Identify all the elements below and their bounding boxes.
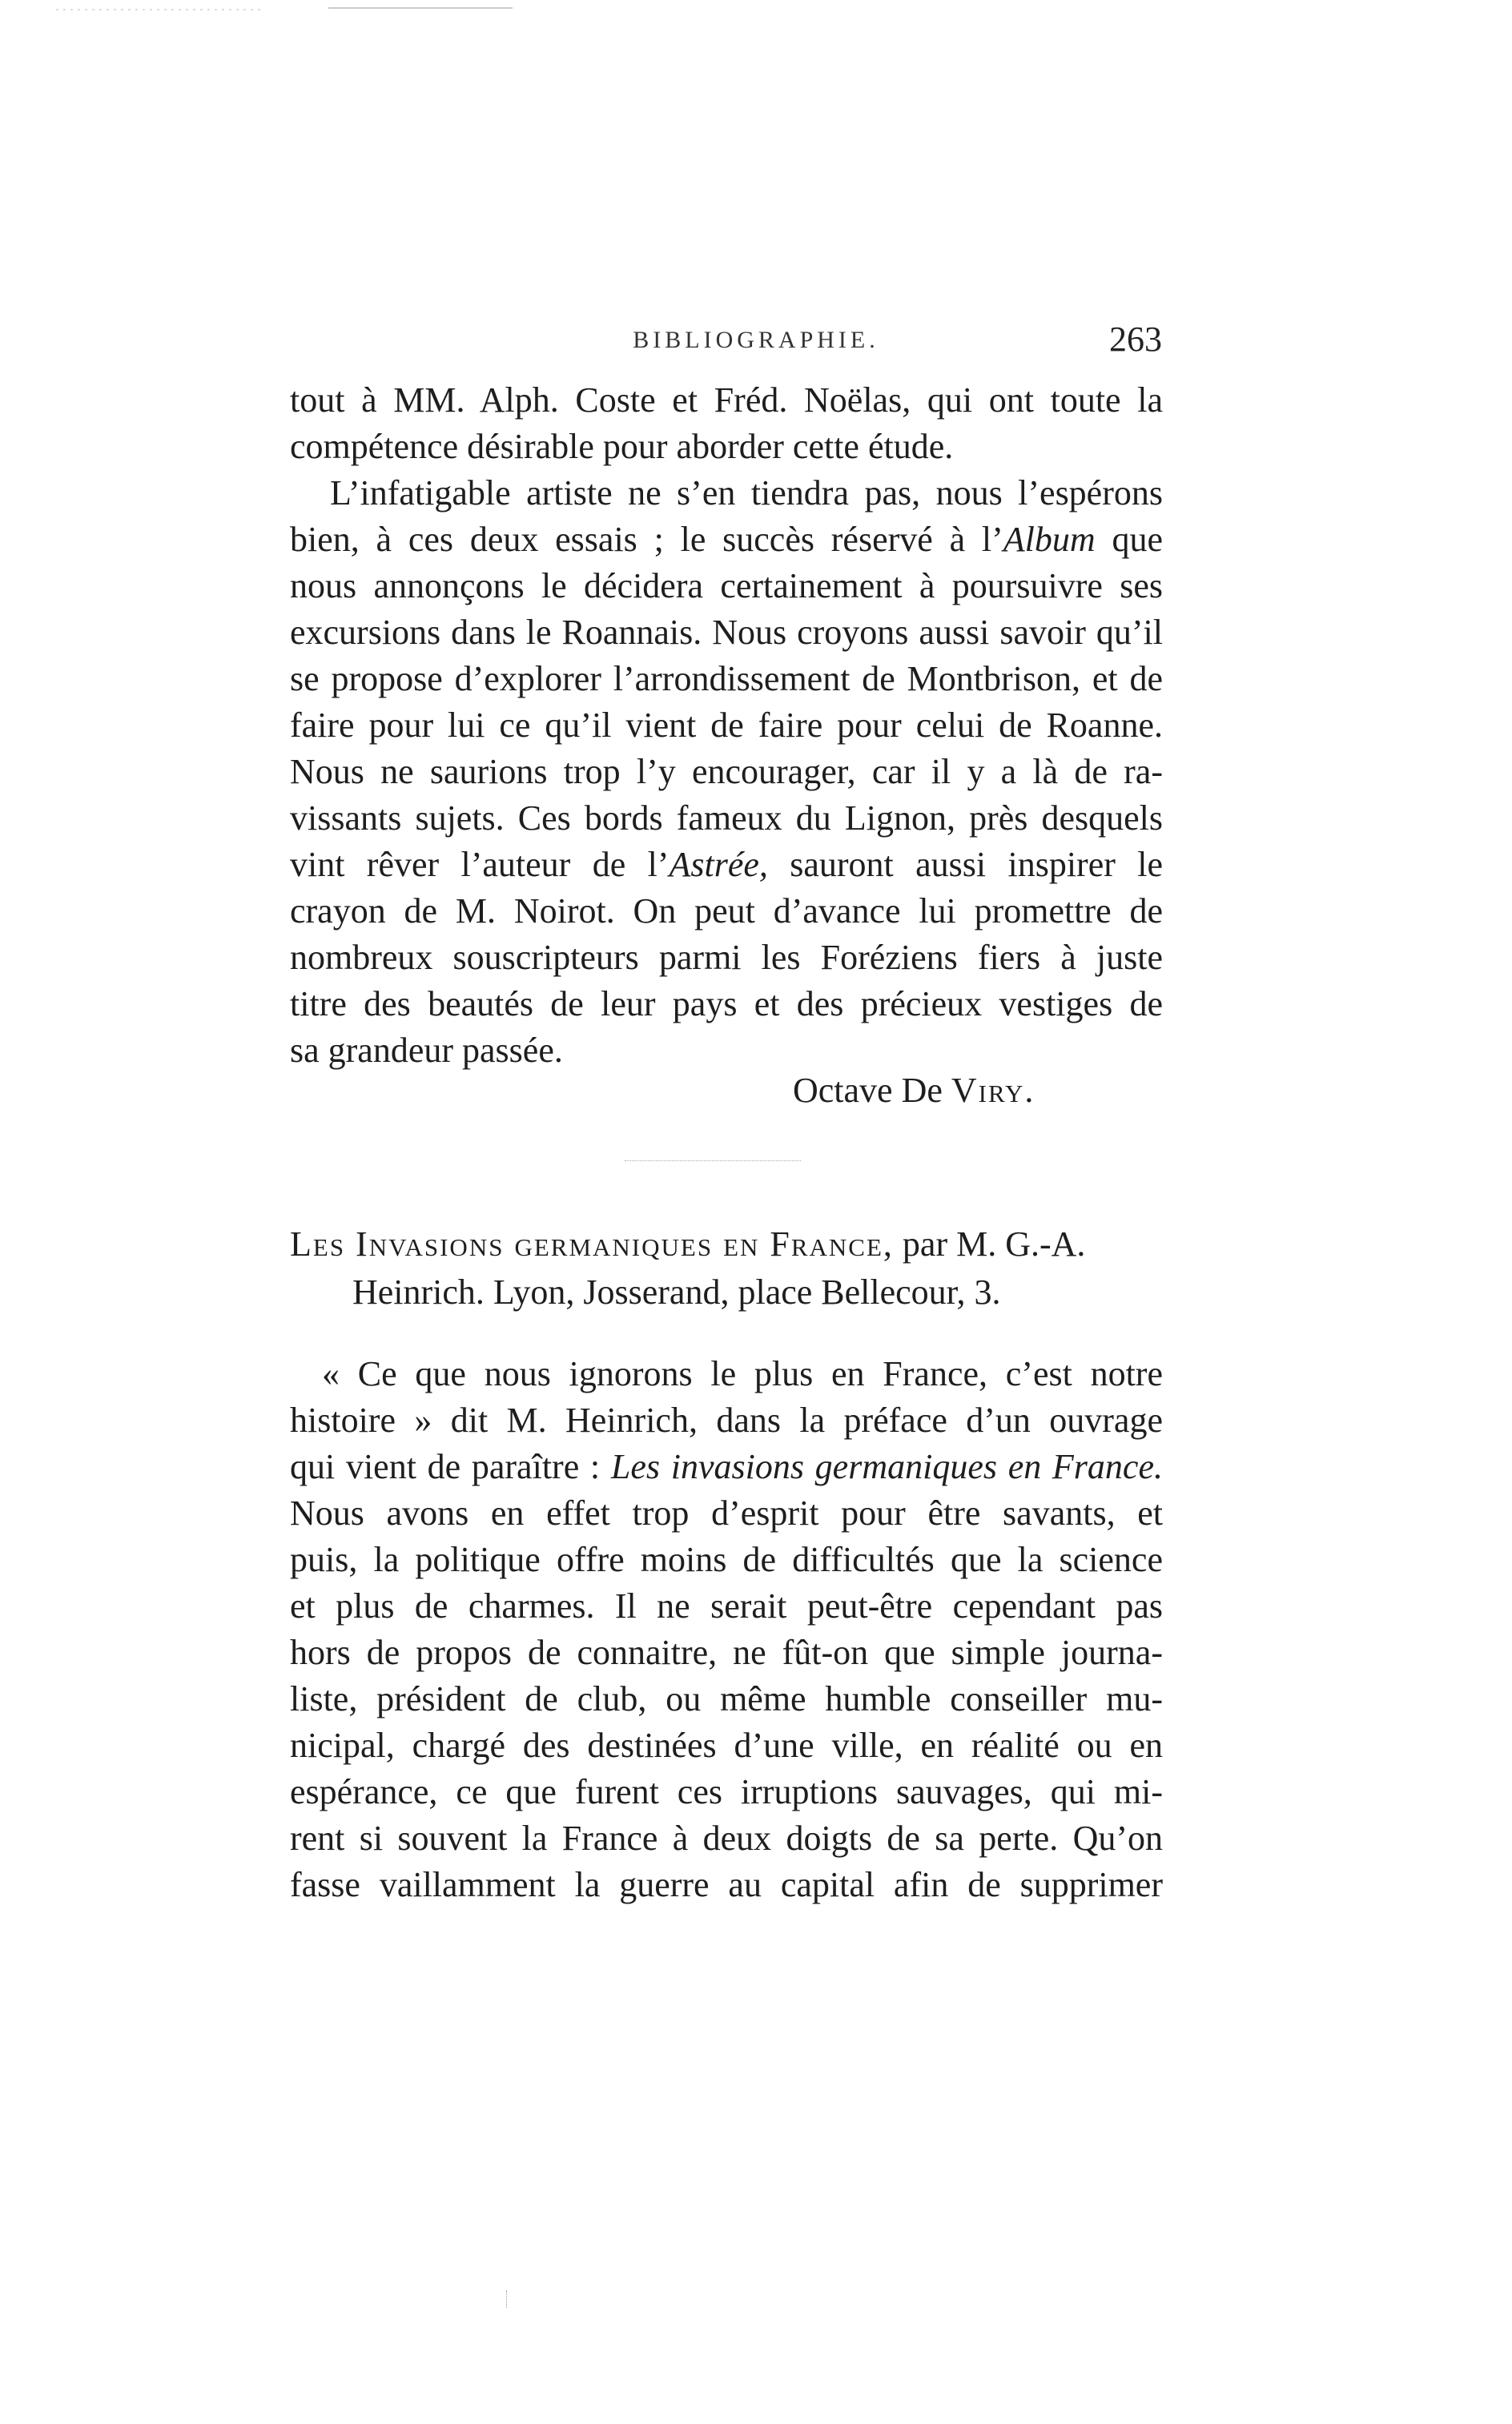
text-line: faire pour lui ce qu’il vient de faire pour celui de Roanne. [290, 705, 1163, 745]
review-2-title: Les Invasions germaniques en France, par M. G.-A. [290, 1224, 1086, 1264]
text-line: nombreux souscripteurs parmi les Foréziens fiers à juste [290, 938, 1163, 977]
text-line: espérance, ce que furent ces irruptions sauvages, qui mi- [290, 1772, 1163, 1811]
text-line: nicipal, chargé des destinées d’une ville, en réalité ou en [290, 1726, 1163, 1765]
text-line: fasse vaillamment la guerre au capital afin de supprimer [290, 1865, 1163, 1904]
text-line: titre des beautés de leur pays et des précieux vestiges de [290, 984, 1163, 1023]
scan-edge-marks [0, 0, 1512, 32]
text-line: sa grandeur passée. [290, 1031, 563, 1070]
astree-title: Astrée, [669, 845, 768, 884]
text-line: liste, président de club, ou même humble conseiller mu- [290, 1679, 1163, 1719]
text-line: « Ce que nous ignorons le plus en France, c’est notre [322, 1354, 1163, 1393]
scan-mark [506, 2290, 510, 2308]
text-line: Nous avons en effet trop d’esprit pour être savants, et [290, 1493, 1163, 1533]
text-line: hors de propos de connaitre, ne fût-on que simple journa- [290, 1633, 1163, 1672]
text-line: tout à MM. Alph. Coste et Fréd. Noëlas, qui ont toute la [290, 380, 1163, 420]
text-line: L’infatigable artiste ne s’en tiendra pas, nous l’espérons [330, 473, 1163, 513]
text-line: excursions dans le Roannais. Nous croyons aussi savoir qu’il [290, 613, 1163, 652]
book-title: Les invasions germaniques en France. [610, 1447, 1163, 1486]
text-line: rent si souvent la France à deux doigts de sa perte. Qu’on [290, 1819, 1163, 1858]
page-number: 263 [1109, 320, 1162, 359]
author-signature: Octave De Viry. [793, 1071, 1035, 1110]
text-line: Nous ne saurions trop l’y encourager, car il y a là de ra- [290, 752, 1163, 791]
text-line: se propose d’explorer l’arrondissement de Montbrison, et de [290, 659, 1163, 698]
text-line: qui vient de paraître : Les invasions germaniques en France. [290, 1447, 1163, 1486]
text-line: histoire » dit M. Heinrich, dans la préface d’un ouvrage [290, 1401, 1163, 1440]
review-2-publisher: Heinrich. Lyon, Josserand, place Bellecour, 3. [352, 1272, 1001, 1312]
text-line: compétence désirable pour aborder cette étude. [290, 427, 954, 466]
text-line: vissants sujets. Ces bords fameux du Lignon, près desquels [290, 798, 1163, 838]
text-line: et plus de charmes. Il ne serait peut-être cependant pas [290, 1586, 1163, 1626]
running-title: BIBLIOGRAPHIE. [633, 327, 879, 353]
section-divider [625, 1160, 801, 1162]
text-line: crayon de M. Noirot. On peut d’avance lui promettre de [290, 891, 1163, 931]
album-title: Album [1003, 520, 1096, 559]
text-line: puis, la politique offre moins de difficultés que la science [290, 1540, 1163, 1579]
text-line: nous annonçons le décidera certainement à poursuivre ses [290, 566, 1163, 605]
text-line: bien, à ces deux essais ; le succès réservé à l’Album que [290, 520, 1163, 559]
text-line: vint rêver l’auteur de l’Astrée, sauront aussi inspirer le [290, 845, 1163, 884]
